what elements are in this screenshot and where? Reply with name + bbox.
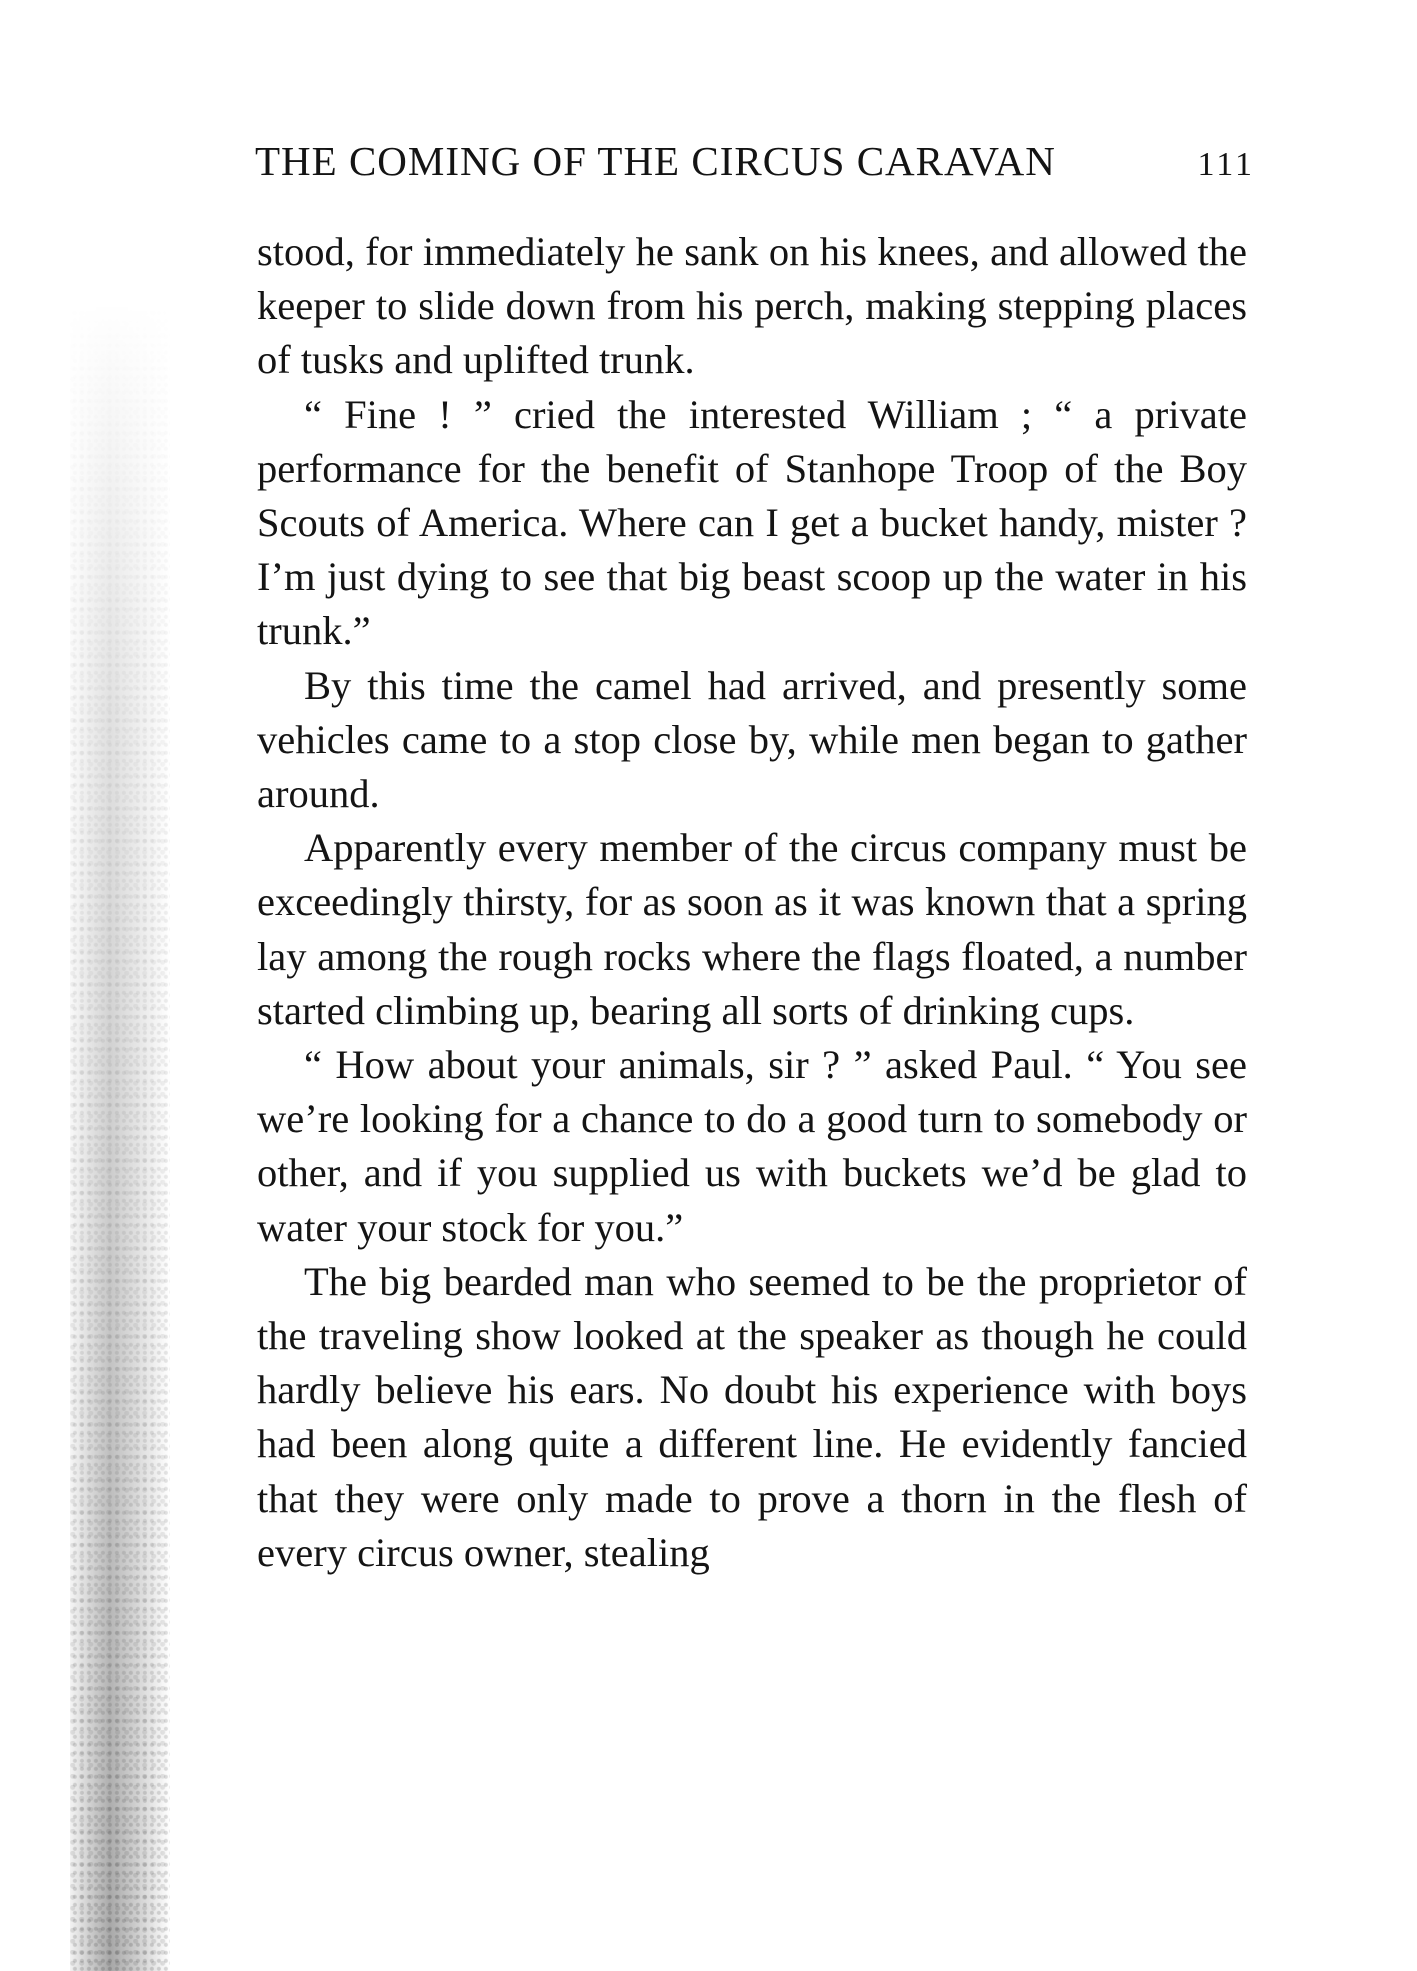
chapter-title: THE COMING OF THE CIRCUS CARAVAN <box>255 138 1056 184</box>
paragraph-6: The big bearded man who seemed to be the proprietor of the traveling show looked at the speaker as though he could hardly believe his ears. No doubt his experience with boys had been along quite a different line. He evidently fancied that they were only made to prove a thorn in the flesh of every circus owner, stealing <box>257 1258 1247 1575</box>
scan-gutter-shadow <box>70 300 170 1971</box>
paragraph-1: stood, for immediately he sank on his knees, and allowed the keeper to slide down from his perch, making stepping places of tusks and uplifted trunk. <box>257 229 1247 383</box>
page-number: 111 <box>1197 146 1255 183</box>
body-text <box>257 225 1247 1580</box>
paragraph-5: “ How about your animals, sir ? ” asked Paul. “ You see we’re looking for a chance to do a good turn to somebody or other, and if you supplied us with buckets we’d be glad to water your stock for you.” <box>257 1042 1247 1250</box>
paragraph-3: By this time the camel had arrived, and presently some vehicles came to a stop close by, while men began to gather around. <box>257 662 1247 817</box>
paragraph-2: “ Fine ! ” cried the interested William ; “ a private performance for the benefit of Stanhope Troop of the Boy Scouts of America. Where can I get a bucket handy, mister ? I’m just dying to see that big beast scoop up the water in his trunk.” <box>257 391 1247 654</box>
running-head <box>255 137 1255 189</box>
paragraph-4: Apparently every member of the circus company must be exceedingly thirsty, for as soon as it was known that a spring lay among the rough rocks where the flags floated, a number started climbing up, bearing all sorts of drinking cups. <box>257 825 1247 1033</box>
